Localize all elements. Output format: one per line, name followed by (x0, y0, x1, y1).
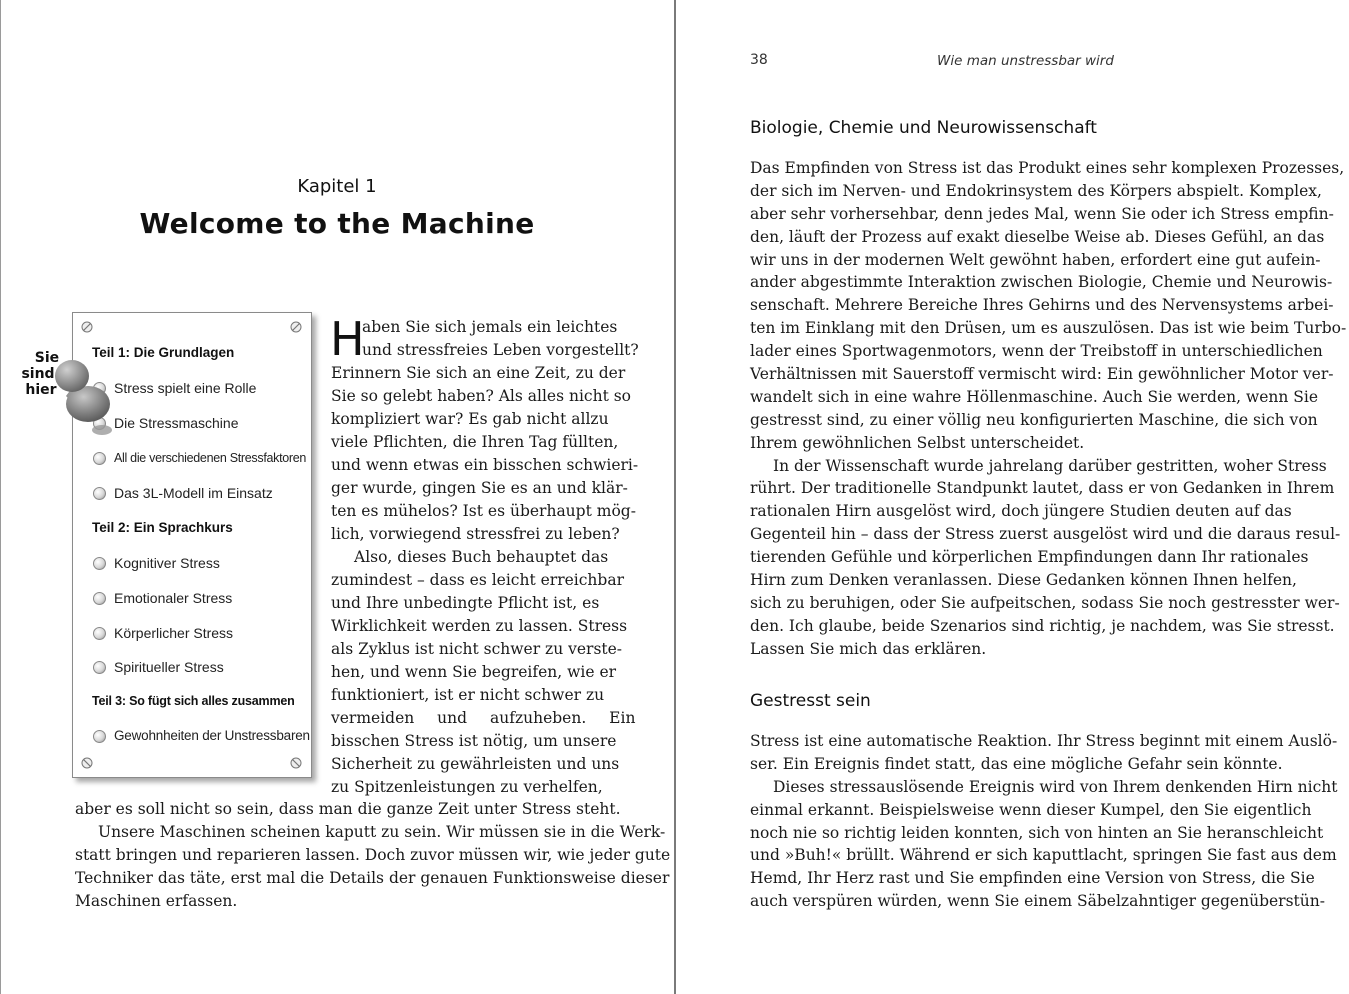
page-number: 38 (750, 52, 768, 68)
bullet-icon (93, 452, 106, 465)
roadmap-item: Körperlicher Stress (73, 621, 311, 645)
roadmap-item: Emotionaler Stress (73, 586, 311, 610)
section-heading: Gestresst sein (750, 691, 871, 711)
you-are-here-label: Sie sind hier (21, 350, 60, 398)
roadmap-part-title: Teil 2: Ein Sprachkurs (92, 520, 233, 535)
bullet-icon (93, 627, 106, 640)
book-spine (674, 0, 676, 994)
section-body: Stress ist eine automatische Reaktion. Ihr Stress beginnt mit einem Auslö- ser. Ein Ereignis findet statt, das eine mögliche Gefahr sein könnte. Dieses stressauslösende Ereignis wird von Ihrem denkenden Hirn nicht einmal erkannt. Beispielsweise wenn dieser Kumpel, den Sie eigentlich noch nie so richtig leiden konnten, sich von hinten an Sie heranschleicht und »Buh!« brüllt. Während er sich kaputtlacht, springen Sie fast aus dem Hemd, Ihr Herz rast und Sie empfinden eine Version von Stress, die Sie auch verspüren würden, wenn Sie einem Säbelzahntiger gegenüberstün- (750, 732, 1338, 911)
screw-icon (290, 757, 302, 769)
roadmap-part-title: Teil 1: Die Grundlagen (92, 345, 235, 360)
body-text-full: aber es soll nicht so sein, dass man die ganze Zeit unter Stress steht. Unsere Maschinen scheinen kaputt zu sein. Wir müssen sie in die Werk- statt bringen und reparieren lassen. Doch zuvor müssen wir, wie jeder gute Techniker das täte, erst mal die Details der genauen Funktionsweise dieser Maschinen erfassen. (75, 800, 671, 910)
roadmap-item-current: Die Stressmaschine (73, 411, 311, 435)
roadmap-part-title: Teil 3: So fügt sich alles zusammen (92, 694, 295, 708)
screw-icon (81, 321, 93, 333)
bullet-icon (93, 487, 106, 500)
screw-icon (81, 757, 93, 769)
section-body: Das Empfinden von Stress ist das Produkt eines sehr komplexen Prozesses, der sich im Nerven- und Endokrinsystem des Körpers abspielt. Komplex, aber sehr vorhersehbar, denn jedes Mal, wenn Sie oder ich Stress empfin- den, läuft der Prozess auf exakt dieselbe Weise ab. Dieses Gefühl, an das wir uns in der modernen Welt gewöhnt haben, erfordert eine gut aufein- ander abgestimmte Interaktion zwischen Biologie, Chemie und Neurowis- senschaft. Mehrere Bereiche Ihres Gehirns und des Nervensystems arbei- ten im Einklang mit den Drüsen, um es auszulösen. Das ist wie beim Turbo- lader eines Sportwagenmotors, wenn der Treibstoff in unterschiedlichen Verhältnissen mit Sauerstoff vermischt wird: Ein gewöhnlicher Motor ver- wandelt sich in eine wahre Höllenmaschine. Auch Sie werden, wenn Sie gestresst sind, zu einer völlig neu konfigurierten Maschine, die sich von Ihrem gewöhnlichen Selbst unterscheidet. In der Wissenschaft wurde jahrelang darüber gestritten, woher Stress rührt. Der traditionelle Standpunkt lautet, dass er von Gedanken in Ihrem rationalen Hirn ausgelöst wird, doch jüngere Studien deuten auf das Gegenteil hin – dass der Stress zuerst ausgelöst wird und die daraus resul- tierenden Gefühle und körperlichen Empfindungen dann Ihr rationales Hirn zum Denken veranlassen. Diese Gedanken können Ihnen helfen, sich zu beruhigen, oder Sie aufpeitschen, sodass Sie noch gestresster wer- den. Ich glaube, beide Szenarios sind richtig, je nachdem, was Sie stresst. Lassen Sie mich das erklären. (750, 159, 1347, 658)
screw-icon (290, 321, 302, 333)
page-edge-left (0, 0, 1, 994)
chapter-title: Welcome to the Machine (139, 207, 535, 240)
bullet-icon (93, 557, 106, 570)
body-text-column: aben Sie sich jemals ein leichtes und stressfreies Leben vorgestellt? (362, 318, 639, 359)
roadmap-item: Gewohnheiten der Unstressbaren (73, 724, 311, 748)
bullet-icon (93, 592, 106, 605)
bullet-icon (93, 730, 106, 743)
section-heading: Biologie, Chemie und Neurowissenschaft (750, 118, 1097, 138)
roadmap-item: Kognitiver Stress (73, 551, 311, 575)
roadmap-item: Stress spielt eine Rolle (73, 376, 311, 400)
running-header: Wie man unstressbar wird (937, 53, 1114, 69)
pushpin-icon (52, 358, 114, 444)
body-text-column: Erinnern Sie sich an eine Zeit, zu der Sie so gelebt haben? Als alles nicht so kompliziert war? Es gab nicht allzu viele Pflichten, die Ihren Tag füllten, und wenn etwas ein bisschen schwieri- ger wurde, gingen Sie es an und klär- ten es mühelos? Ist es überhaupt mög- lich, vorwiegend stressfrei zu leben? Also, dieses Buch behauptet das zumindest – dass es leicht erreichbar und Ihre unbedingte Pflicht ist, es Wirklichkeit werden zu lassen. Stress als Zyklus ist nicht schwer zu verste- hen, und wenn Sie begreifen, wie er funktioniert, ist er nicht schwer zu vermeiden und aufzuheben. Ein bisschen Stress ist nötig, um unsere Sicherheit zu gewährleisten und uns zu Spitzenleistungen zu verhelfen, (331, 364, 639, 796)
bullet-icon (93, 661, 106, 674)
drop-cap: H (330, 312, 365, 366)
chapter-label: Kapitel 1 (297, 176, 377, 197)
roadmap-item: Das 3L-Modell im Einsatz (73, 481, 311, 505)
roadmap-item: All die verschiedenen Stressfaktoren (73, 446, 311, 470)
roadmap-item: Spiritueller Stress (73, 655, 311, 679)
